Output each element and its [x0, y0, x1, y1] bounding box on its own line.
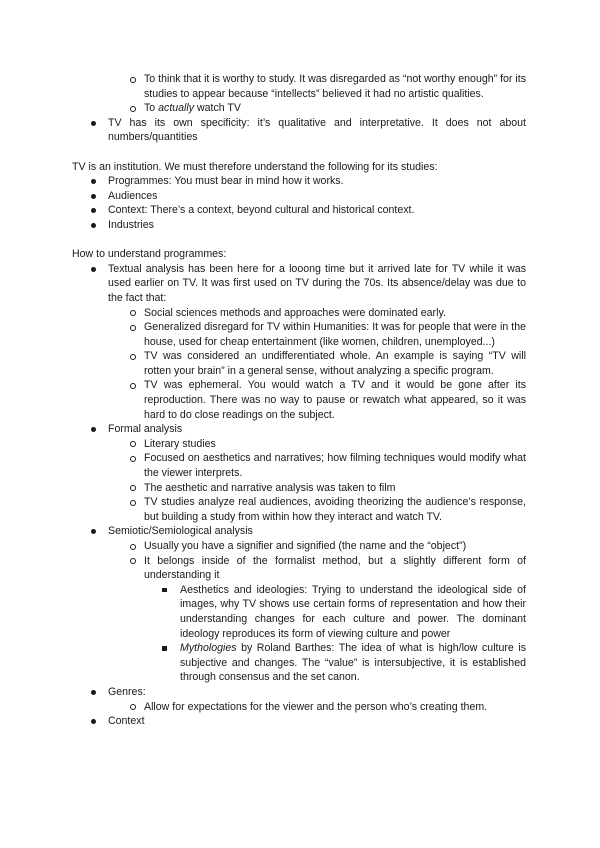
item-text: Formal analysis: [108, 423, 183, 436]
item-text: Allow for expectations for the viewer and the person who’s creating them.: [144, 700, 488, 713]
list-item: [108, 189, 526, 204]
list-item: [144, 72, 526, 101]
list-item: [144, 451, 526, 480]
list-item: [108, 714, 526, 729]
item-text: Semiotic/Semiological analysis: [108, 525, 253, 538]
item-text: TV is an institution. We must therefore understand the following for its studies:: [72, 160, 438, 173]
list-item: [180, 583, 526, 641]
italic-text: Mythologies: [180, 642, 237, 655]
list-item: [108, 218, 526, 233]
item-text: Context: [108, 715, 145, 728]
item-text: TV was considered an undifferentiated whole. An example is saying “TV will rotten your brain” in a general sense, without analyzing a specific program.: [144, 350, 526, 377]
item-text: Industries: [108, 218, 154, 231]
item-text: Programmes: You must bear in mind how it works.: [108, 175, 344, 188]
list-item: [144, 306, 526, 321]
list-item: [144, 101, 526, 116]
list-item: [108, 422, 526, 437]
item-text: Audiences: [108, 189, 158, 202]
item-text: TV was ephemeral. You would watch a TV and it would be gone after its reproduction. There was no way to pause or rewatch what appeared, so it was hard to do close readings on the subject.: [144, 379, 526, 421]
item-text: Focused on aesthetics and narratives; how filming techniques would modify what the viewer interprets.: [144, 452, 526, 480]
document-page: [72, 72, 526, 729]
item-text: Context: There’s a context, beyond cultural and historical context.: [108, 204, 415, 217]
list-item: [108, 524, 526, 539]
list-item: [144, 700, 526, 715]
list-item: [144, 349, 526, 378]
list-item: [144, 437, 526, 452]
list-item: [108, 116, 526, 145]
list-item: [144, 554, 526, 583]
list-item: [144, 495, 526, 524]
item-text: How to understand programmes:: [72, 248, 227, 261]
item-text: To think that it is worthy to study. It was disregarded as “not worthy enough” for its studies to appear because “intellects” believed it had no artistic qualities.: [144, 73, 526, 100]
item-text: Aesthetics and ideologies: Trying to understand the ideological side of images, why TV shows use certain forms of representation and how their understanding changes for each culture and power. The dominant ideology reproduces its form of viewing culture and power: [180, 583, 526, 640]
list-item: [108, 174, 526, 189]
blank-line: [72, 145, 526, 160]
item-text: by Roland Barthes: The idea of what is high/low culture is subjective and changes. The “value” is intersubjective, it is established through consensus and the set canon.: [180, 642, 526, 684]
list-item: [144, 539, 526, 554]
list-item: [180, 641, 526, 685]
list-item: [144, 378, 526, 422]
list-item: [108, 262, 526, 306]
item-text: Usually you have a signifier and signified (the name and the “object”): [144, 540, 467, 552]
paragraph: [72, 160, 526, 175]
item-text: Textual analysis has been here for a looong time but it arrived late for TV while it was used earlier on TV. It was first used on TV during the 70s. Its absence/delay was due to the fact that:: [108, 262, 526, 304]
list-item: [108, 685, 526, 700]
paragraph: [72, 247, 526, 262]
item-text: Generalized disregard for TV within Humanities: It was for people that were in the house, used for cheap entertainment (like women, children, unemployed...): [144, 321, 526, 348]
item-text: Literary studies: [144, 437, 216, 450]
list-item: [144, 320, 526, 349]
blank-line: [72, 233, 526, 248]
list-item: [108, 203, 526, 218]
item-text: Genres:: [108, 685, 146, 698]
item-text: TV has its own specificity: it’s qualitative and interpretative. It does not about numbers/quantities: [108, 116, 526, 144]
item-text: watch TV: [194, 102, 241, 115]
item-text: It belongs inside of the formalist method, but a slightly different form of understanding it: [144, 554, 526, 582]
item-text: Social sciences methods and approaches were dominated early.: [144, 306, 446, 319]
item-text: The aesthetic and narrative analysis was taken to film: [144, 481, 396, 494]
item-text: To: [144, 102, 159, 115]
list-item: [144, 481, 526, 496]
italic-text: actually: [158, 102, 195, 115]
item-text: TV studies analyze real audiences, avoiding theorizing the audience’s response, but building a study from within how they interact and watch TV.: [144, 496, 526, 523]
